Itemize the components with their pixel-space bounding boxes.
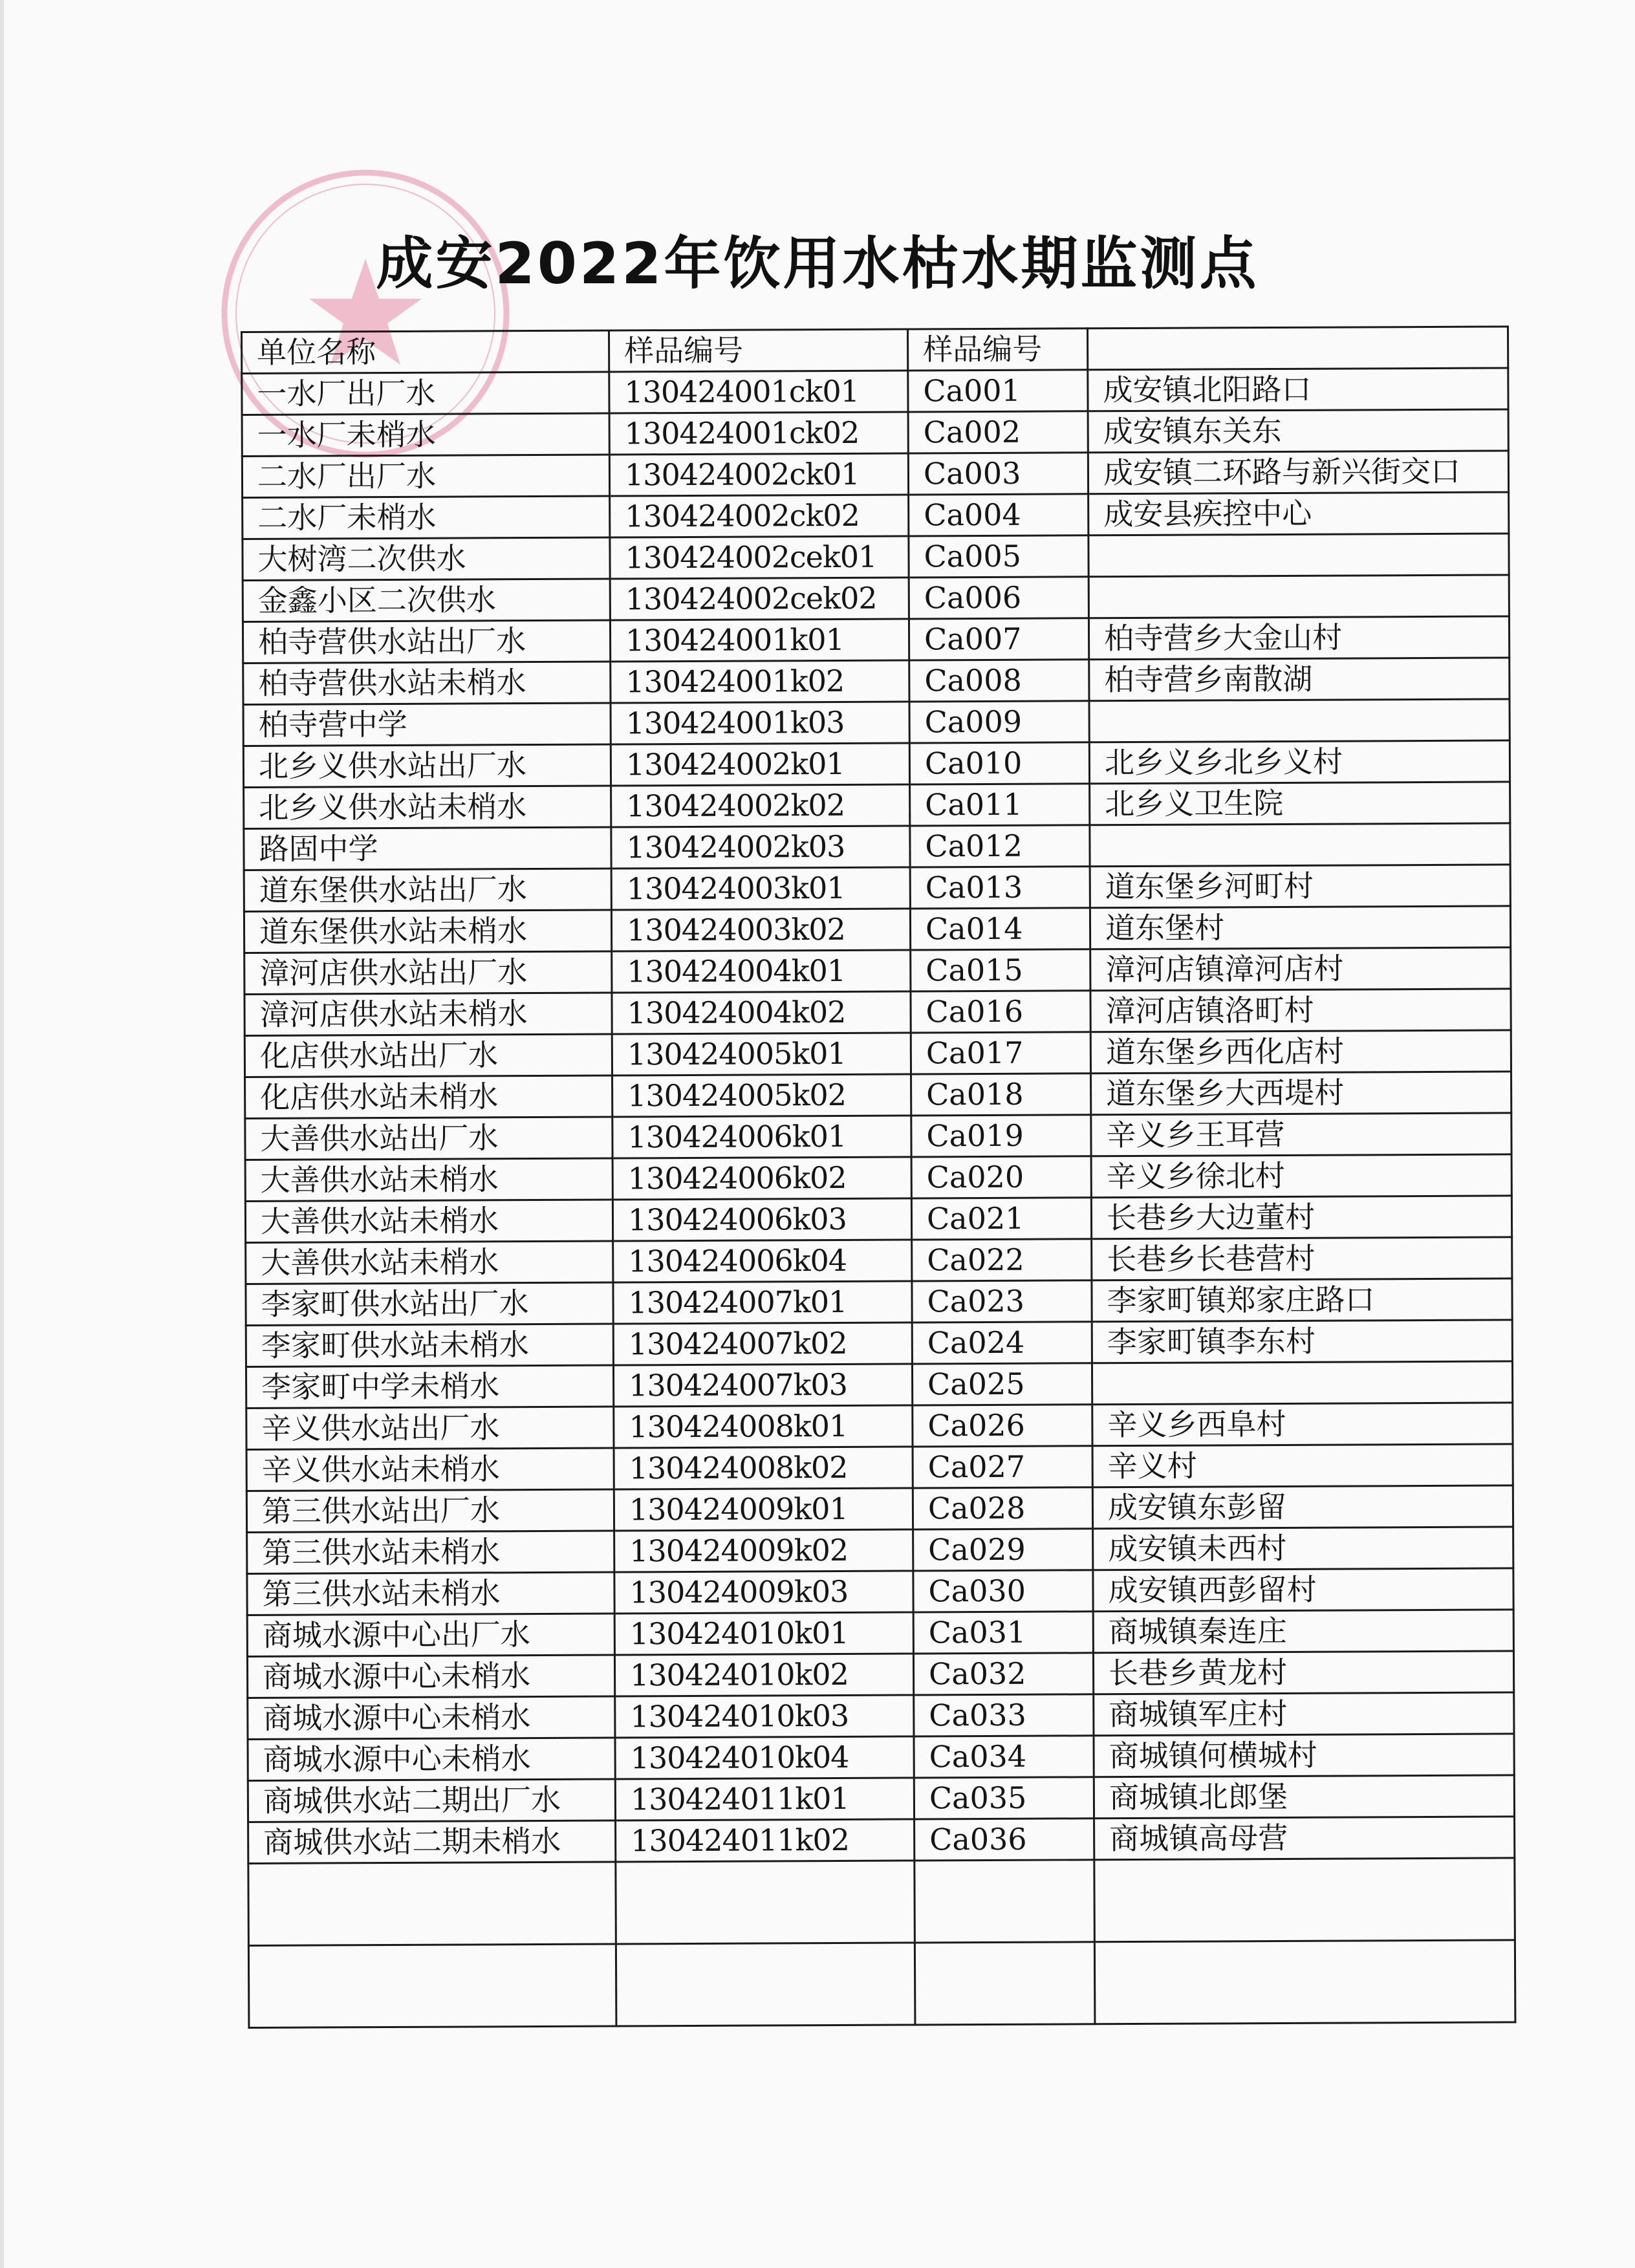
cell-unit-name: 道东堡供水站未梢水: [244, 910, 611, 953]
cell-sample-code: 130424006k04: [613, 1240, 912, 1282]
cell-sample-code: 130424006k03: [612, 1198, 911, 1241]
table-row: [246, 1403, 1513, 1450]
blank-cell: [1094, 1858, 1515, 1942]
cell-sample-code: 130424009k01: [614, 1488, 913, 1531]
cell-location: 漳河店镇洛町村: [1090, 989, 1511, 1032]
cell-location: 漳河店镇漳河店村: [1090, 947, 1511, 991]
cell-sample-id: Ca031: [913, 1612, 1093, 1654]
cell-unit-name: 漳河店供水站出厂水: [244, 951, 612, 994]
cell-sample-code: 130424010k01: [614, 1612, 913, 1655]
cell-sample-id: Ca023: [912, 1280, 1092, 1323]
table-row: [246, 1320, 1512, 1367]
cell-sample-code: 130424002ck01: [609, 453, 908, 496]
cell-unit-name: 漳河店供水站未梢水: [244, 993, 612, 1035]
cell-sample-id: Ca009: [909, 701, 1089, 743]
cell-location: [1088, 575, 1509, 618]
cell-location: 长巷乡黄龙村: [1093, 1651, 1513, 1694]
cell-sample-code: 130424004k01: [612, 950, 911, 993]
table-row: [243, 740, 1510, 788]
page-title: 成安2022年饮用水枯水期监测点: [376, 230, 1259, 297]
cell-sample-code: 130424010k02: [614, 1654, 913, 1696]
cell-unit-name: 大树湾二次供水: [243, 537, 610, 580]
cell-location: 北乡义卫生院: [1090, 782, 1510, 825]
cell-location: 李家町镇李东村: [1092, 1320, 1512, 1363]
cell-sample-code: 130424010k03: [615, 1695, 914, 1738]
cell-sample-id: Ca003: [908, 453, 1088, 495]
cell-sample-code: 130424009k03: [614, 1571, 913, 1614]
cell-location: 商城镇北郎堡: [1094, 1775, 1514, 1819]
cell-sample-code: 130424001k01: [610, 619, 909, 662]
cell-unit-name: 一水厂出厂水: [242, 372, 609, 415]
blank-cell: [248, 1862, 616, 1945]
cell-unit-name: 商城水源中心未梢水: [247, 1655, 614, 1698]
cell-sample-id: Ca024: [912, 1322, 1092, 1364]
cell-location: 商城镇秦连庄: [1093, 1610, 1513, 1653]
table-row: [247, 1568, 1513, 1615]
cell-sample-id: Ca017: [911, 1032, 1090, 1074]
cell-location: 长巷乡大边董村: [1091, 1196, 1511, 1239]
cell-sample-code: 130424006k01: [612, 1116, 911, 1158]
cell-sample-id: Ca019: [911, 1115, 1091, 1157]
cell-location: 商城镇何横城村: [1094, 1734, 1514, 1777]
table-row: [245, 1072, 1511, 1119]
cell-unit-name: 北乡义供水站出厂水: [243, 744, 611, 787]
cell-unit-name: 辛义供水站未梢水: [246, 1448, 614, 1491]
cell-unit-name: 辛义供水站出厂水: [246, 1407, 614, 1449]
cell-sample-code: 130424002cek02: [610, 578, 909, 620]
cell-sample-id: Ca018: [911, 1074, 1091, 1116]
table-row: [247, 1651, 1513, 1698]
cell-location: [1092, 1361, 1512, 1405]
cell-sample-id: Ca030: [913, 1570, 1093, 1612]
cell-location: 成安镇西彭留村: [1093, 1568, 1513, 1612]
cell-sample-id: Ca007: [909, 618, 1088, 660]
cell-sample-id: Ca022: [912, 1239, 1092, 1281]
table-row: [246, 1237, 1512, 1284]
cell-sample-id: Ca011: [910, 784, 1090, 826]
cell-sample-code: 130424002ck02: [610, 495, 909, 537]
cell-location: 成安镇东关东: [1088, 409, 1508, 453]
cell-unit-name: 柏寺营供水站未梢水: [243, 662, 611, 704]
cell-unit-name: 道东堡供水站出厂水: [244, 869, 611, 911]
cell-unit-name: 化店供水站未梢水: [245, 1075, 612, 1118]
header-sample-id: 样品编号: [907, 329, 1087, 371]
cell-unit-name: 第三供水站未梢水: [247, 1531, 614, 1573]
cell-unit-name: 第三供水站未梢水: [247, 1572, 614, 1615]
cell-sample-id: Ca032: [913, 1653, 1093, 1695]
table-row: [248, 1692, 1514, 1740]
cell-sample-id: Ca010: [909, 742, 1089, 784]
table-row: [244, 1030, 1511, 1077]
cell-sample-id: Ca034: [914, 1736, 1094, 1778]
monitoring-table: [241, 325, 1516, 2029]
blank-cell: [915, 1942, 1095, 2025]
table-row: [244, 947, 1511, 995]
table-row: [243, 534, 1509, 581]
cell-unit-name: 一水厂未梢水: [242, 413, 609, 456]
table-row: [247, 1527, 1513, 1574]
cell-sample-code: 130424002k02: [611, 784, 910, 827]
blank-cell: [1094, 1940, 1515, 2024]
cell-location: 成安镇未西村: [1093, 1527, 1513, 1570]
cell-location: 北乡义乡北乡义村: [1089, 740, 1510, 784]
cell-location: [1088, 534, 1509, 577]
cell-sample-code: 130424006k02: [612, 1157, 911, 1200]
cell-sample-code: 130424001ck01: [609, 371, 908, 413]
table-row: [245, 1113, 1511, 1160]
table-row: [246, 1485, 1513, 1533]
cell-sample-code: 130424007k02: [613, 1323, 912, 1365]
blank-cell: [616, 1943, 915, 2026]
cell-sample-code: 130424003k02: [611, 909, 910, 951]
cell-unit-name: 商城水源中心未梢水: [248, 1738, 615, 1780]
cell-sample-id: Ca033: [914, 1694, 1094, 1736]
cell-unit-name: 柏寺营中学: [243, 703, 611, 746]
table-header: [242, 327, 1508, 374]
cell-sample-code: 130424010k04: [615, 1736, 914, 1779]
table-row: [244, 865, 1510, 912]
header-unit-name: 单位名称: [242, 330, 609, 373]
cell-sample-code: 130424001k02: [611, 660, 909, 703]
cell-location: 柏寺营乡大金山村: [1088, 616, 1509, 660]
blank-cell: [248, 1944, 616, 2027]
cell-sample-code: 130424003k01: [611, 867, 910, 910]
table-row: [246, 1444, 1513, 1491]
cell-sample-code: 130424007k01: [613, 1281, 912, 1324]
cell-sample-id: Ca020: [911, 1156, 1091, 1198]
cell-location: [1089, 699, 1510, 742]
cell-sample-code: 130424005k01: [612, 1033, 911, 1075]
cell-unit-name: 二水厂出厂水: [242, 455, 609, 497]
cell-location: 商城镇军庄村: [1094, 1692, 1514, 1736]
cell-sample-id: Ca005: [909, 535, 1088, 578]
cell-unit-name: 大善供水站未梢水: [245, 1200, 612, 1242]
cell-sample-id: Ca028: [913, 1487, 1092, 1529]
cell-unit-name: 李家町供水站未梢水: [246, 1324, 613, 1366]
cell-unit-name: 商城水源中心未梢水: [248, 1696, 615, 1739]
header-sample-code: 样品编号: [609, 329, 908, 372]
cell-sample-id: Ca014: [910, 908, 1090, 950]
cell-location: 道东堡乡西化店村: [1090, 1030, 1511, 1074]
cell-location: 辛义乡西阜村: [1092, 1403, 1513, 1446]
table-row: [243, 492, 1509, 539]
cell-sample-id: Ca021: [911, 1198, 1091, 1240]
cell-unit-name: 大善供水站未梢水: [245, 1158, 612, 1201]
cell-location: 辛义村: [1092, 1444, 1513, 1487]
cell-location: 辛义乡徐北村: [1091, 1154, 1511, 1198]
cell-location: 成安镇北阳路口: [1088, 368, 1508, 411]
table-row: [246, 1279, 1512, 1326]
cell-sample-id: Ca027: [913, 1446, 1092, 1488]
cell-unit-name: 李家町供水站出厂水: [246, 1282, 613, 1325]
cell-sample-id: Ca016: [911, 991, 1090, 1033]
cell-sample-id: Ca006: [909, 577, 1088, 619]
table-row: [243, 658, 1510, 705]
cell-sample-id: Ca035: [914, 1777, 1094, 1819]
blank-row: [248, 1858, 1515, 1946]
cell-sample-code: 130424011k02: [616, 1819, 915, 1862]
blank-row: [248, 1940, 1515, 2028]
blank-cell: [915, 1860, 1095, 1943]
cell-unit-name: 化店供水站出厂水: [244, 1034, 612, 1077]
cell-sample-id: Ca012: [910, 825, 1090, 867]
cell-sample-id: Ca025: [912, 1363, 1092, 1405]
cell-sample-code: 130424009k02: [614, 1529, 913, 1572]
table-row: [244, 823, 1510, 870]
table-row: [248, 1734, 1514, 1781]
table-row: [245, 1154, 1511, 1202]
cell-unit-name: 商城水源中心出厂水: [247, 1614, 614, 1656]
cell-unit-name: 北乡义供水站未梢水: [244, 786, 611, 828]
cell-unit-name: 大善供水站出厂水: [245, 1117, 612, 1160]
cell-sample-id: Ca029: [913, 1529, 1093, 1571]
table-row: [244, 782, 1510, 829]
cell-sample-id: Ca004: [909, 494, 1088, 536]
cell-sample-code: 130424002k01: [611, 743, 909, 786]
table-row: [244, 989, 1511, 1036]
cell-sample-code: 130424002k03: [611, 826, 910, 869]
table-row: [246, 1361, 1512, 1409]
cell-sample-id: Ca015: [911, 949, 1090, 991]
cell-location: 柏寺营乡南散湖: [1089, 658, 1510, 701]
cell-unit-name: 商城供水站二期出厂水: [248, 1779, 615, 1822]
cell-sample-id: Ca013: [910, 867, 1090, 909]
cell-sample-id: Ca002: [908, 411, 1088, 453]
cell-sample-id: Ca036: [915, 1819, 1094, 1861]
header-location: [1087, 327, 1508, 370]
cell-sample-code: 130424001k03: [611, 702, 909, 744]
cell-sample-id: Ca001: [908, 370, 1088, 412]
cell-unit-name: 路固中学: [244, 827, 611, 870]
cell-sample-code: 130424011k01: [615, 1778, 914, 1820]
cell-sample-code: 130424004k02: [612, 991, 911, 1034]
table-row: [245, 1196, 1511, 1243]
cell-location: 成安县疾控中心: [1088, 492, 1509, 535]
table-row: [242, 409, 1508, 457]
table-row: [243, 616, 1509, 664]
table-row: [242, 368, 1508, 415]
cell-location: 辛义乡王耳营: [1091, 1113, 1511, 1156]
table-row: [243, 575, 1509, 622]
cell-sample-id: Ca008: [909, 660, 1089, 702]
table-row: [242, 451, 1508, 498]
cell-unit-name: 第三供水站出厂水: [246, 1489, 614, 1532]
cell-unit-name: 商城供水站二期未梢水: [248, 1820, 616, 1863]
cell-sample-code: 130424008k01: [614, 1405, 913, 1448]
cell-unit-name: 二水厂未梢水: [243, 496, 610, 539]
table-row: [244, 906, 1510, 953]
cell-unit-name: 李家町中学未梢水: [246, 1365, 613, 1408]
cell-unit-name: 大善供水站未梢水: [246, 1241, 613, 1284]
cell-unit-name: 柏寺营供水站出厂水: [243, 620, 610, 663]
cell-location: 长巷乡长巷营村: [1092, 1237, 1512, 1280]
cell-location: 道东堡乡大西堤村: [1091, 1072, 1511, 1115]
cell-location: 商城镇高母营: [1094, 1817, 1515, 1860]
cell-sample-id: Ca026: [913, 1405, 1092, 1447]
table-row: [247, 1610, 1513, 1657]
cell-location: 成安镇东彭留: [1092, 1485, 1513, 1529]
cell-sample-code: 130424005k02: [612, 1074, 911, 1117]
cell-location: 成安镇二环路与新兴街交口: [1088, 451, 1508, 494]
table-row: [248, 1817, 1515, 1864]
cell-location: 李家町镇郑家庄路口: [1092, 1279, 1512, 1322]
cell-sample-code: 130424007k03: [613, 1364, 912, 1407]
cell-sample-code: 130424001ck02: [609, 412, 908, 455]
cell-unit-name: 金鑫小区二次供水: [243, 579, 610, 621]
cell-sample-code: 130424008k02: [614, 1447, 913, 1489]
cell-sample-code: 130424002cek01: [610, 536, 909, 579]
cell-location: 道东堡乡河町村: [1090, 865, 1510, 908]
blank-cell: [616, 1861, 915, 1944]
cell-location: 道东堡村: [1090, 906, 1510, 949]
cell-location: [1090, 823, 1510, 867]
table-row: [248, 1775, 1514, 1822]
table-row: [243, 699, 1510, 746]
